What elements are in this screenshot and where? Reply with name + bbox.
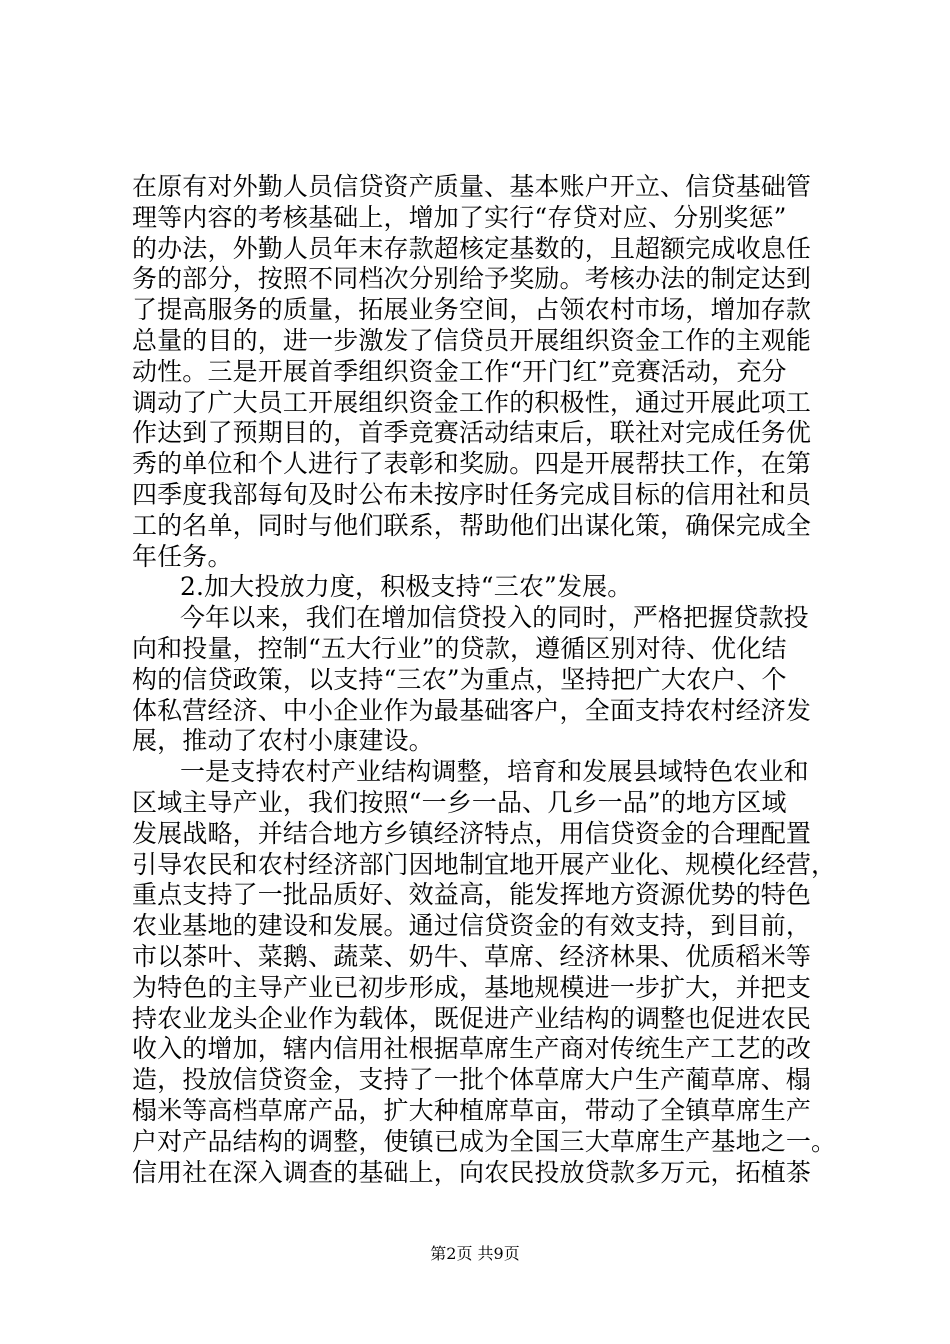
text-line: 户对产品结构的调整，使镇已成为全国三大草席生产基地之一。	[132, 1126, 837, 1156]
text-line: 年任务。	[132, 541, 233, 571]
text-line: 秀的单位和个人进行了表彰和奖励。四是开展帮扶工作，在第	[132, 449, 812, 479]
text-line: 理等内容的考核基础上，增加了实行“存贷对应、分别奖惩”	[132, 202, 787, 232]
text-line: 市以茶叶、菜鹅、蔬菜、奶牛、草席、经济林果、优质稻米等	[132, 941, 812, 971]
text-line: 向和投量，控制“五大行业”的贷款，遵循区别对待、优化结	[132, 633, 787, 663]
page-footer	[0, 1244, 950, 1264]
text-line: 四季度我部每旬及时公布未按序时任务完成目标的信用社和员	[132, 479, 812, 509]
body-text	[132, 172, 837, 1188]
text-line: 引导农民和农村经济部门因地制宜地开展产业化、规模化经营，	[132, 849, 837, 879]
text-line: 持农业龙头企业作为载体，既促进产业结构的调整也促进农民	[132, 1003, 812, 1033]
text-line: 工的名单，同时与他们联系，帮助他们出谋化策，确保完成全	[132, 510, 812, 540]
text-line: 为特色的主导产业已初步形成，基地规模进一步扩大，并把支	[132, 972, 812, 1002]
text-line: 一是支持农村产业结构调整，培育和发展县域特色农业和	[180, 757, 809, 787]
text-line: 体私营经济、中小企业作为最基础客户，全面支持农村经济发	[132, 695, 812, 725]
text-line: 造，投放信贷资金，支持了一批个体草席大户生产蔺草席、榻	[132, 1065, 812, 1095]
text-line: 总量的目的，进一步激发了信贷员开展组织资金工作的主观能	[132, 325, 812, 355]
text-line: 展，推动了农村小康建设。	[132, 726, 434, 756]
text-line: 在原有对外勤人员信贷资产质量、基本账户开立、信贷基础管	[132, 172, 812, 201]
text-line: 区域主导产业，我们按照“一乡一品、几乡一品”的地方区域	[132, 787, 787, 817]
text-line: 了提高服务的质量，拓展业务空间，占领农村市场，增加存款	[132, 295, 812, 325]
text-line: 农业基地的建设和发展。通过信贷资金的有效支持，到目前，	[132, 911, 812, 941]
text-line: 重点支持了一批品质好、效益高，能发挥地方资源优势的特色	[132, 880, 812, 910]
text-line: 作达到了预期目的，首季竞赛活动结束后，联社对完成任务优	[132, 418, 812, 448]
text-line: 调动了广大员工开展组织资金工作的积极性，通过开展此项工	[132, 387, 812, 417]
text-line: 收入的增加，辖内信用社根据草席生产商对传统生产工艺的改	[132, 1034, 812, 1064]
text-line: 发展战略，并结合地方乡镇经济特点，用信贷资金的合理配置	[132, 818, 812, 848]
section-heading: 2.加大投放力度，积极支持“三农”发展。	[180, 572, 633, 602]
text-line: 构的信贷政策，以支持“三农”为重点，坚持把广大农户、个	[132, 664, 787, 694]
text-line: 今年以来，我们在增加信贷投入的同时，严格把握贷款投	[180, 603, 809, 633]
text-line: 信用社在深入调查的基础上，向农民投放贷款多万元，拓植茶	[132, 1157, 812, 1187]
text-line: 动性。三是开展首季组织资金工作“开门红”竞赛活动，充分	[132, 356, 787, 386]
text-line: 务的部分，按照不同档次分别给予奖励。考核办法的制定达到	[132, 264, 812, 294]
page-number: 第2页 共9页	[430, 1244, 520, 1263]
text-line: 榻米等高档草席产品，扩大种植席草亩，带动了全镇草席生产	[132, 1095, 812, 1125]
text-line: 的办法，外勤人员年末存款超核定基数的，且超额完成收息任	[132, 233, 812, 263]
